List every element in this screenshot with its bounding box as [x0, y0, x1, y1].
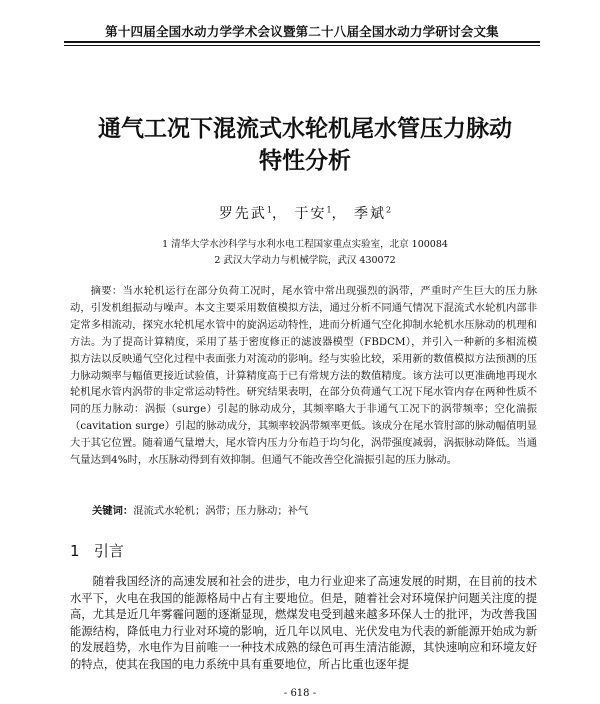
keywords	[92, 502, 537, 517]
author-affiliation-mark: 1	[326, 205, 332, 215]
author-name: 罗先武	[218, 206, 267, 222]
author-name: 季斌	[354, 206, 386, 222]
affiliation-1: 1 清华大学水沙科学与水利水电工程国家重点实验室，北京 100084	[162, 239, 448, 250]
section-number: 1	[70, 542, 80, 560]
title-line-2: 特性分析	[259, 148, 351, 174]
abstract	[70, 283, 537, 469]
author-name: 于安	[294, 206, 327, 222]
section-heading	[70, 540, 124, 561]
paper-title	[70, 113, 540, 177]
header-rule-thick	[64, 41, 540, 43]
body-paragraph: 随着我国经济的高速发展和社会的进步，电力行业迎来了高速发展的时期，在目前的技术水平下，火电在我国的能源格局中占有主要地位。但是，随着社会对环境保护问题关注度的提高，尤其是近几年雾霾问题的逐渐显现，燃煤发电受到越来越多环保人士的批评，为改善我国能源结构，降低电力行业对环境的影响，近几年以风电、光伏发电为代表的新能源开始成为新的发展趋势，水电作为目前唯一一种技术成熟的绿色可再生清洁能源，其快速响应和环境友好的特点，使其在我国的电力系统中具有重要地位，所占比重也逐年提	[70, 575, 537, 671]
keywords-label: 关键词：	[92, 505, 134, 517]
author-list: 罗先武$^1$， 于安$^1$， 季斌$^2$	[218, 205, 392, 222]
running-header: 第十四届全国水动力学学术会议暨第二十八届全国水动力学研讨会文集	[105, 24, 499, 39]
author-affiliation-mark: 2	[386, 205, 392, 215]
keywords-text: 混流式水轮机；涡带；压力脉动；补气	[133, 505, 309, 517]
abstract-text: 当水轮机运行在部分负荷工况时，尾水管中常出现强烈的涡带，严重时产生巨大的压力脉动，引发机组振动与噪声。本文主要采用数值模拟方法，通过分析不同通气情况下混流式水轮机内部非定常多相流动，探究水轮机尾水管中的旋涡运动特性，进而分析通气空化抑制水轮机水压脉动的机理和方法。为了提高计算精度，采用了基于密度修正的滤波器模型（FBDCM），并引入一种新的多相流模拟方法以反映通气空化过程中表面张力对流动的影响。经与实验比较，采用新的数值模拟方法预测的压力脉动频率与幅值更接近试验值，计算精度高于已有常规方法的数值精度。该方法可以更准确地再现水轮机尾水管内涡带的非定常运动特性。研究结果表明，在部分负荷通气工况下尾水管内存在两种性质不同的压力脉动：涡振（surge）引起的脉动成分，其频率略大于非通气工况下的涡带频率；空化湍振（cavitation surge）引起的脉动成分，其频率较涡带频率更低。该成分在尾水管肘部的脉动幅值明显大于其它位置。随着通气量增大，尾水管内压力分布趋于均匀化，涡带强度减弱，涡振脉动降低。当通气量达到4%时，水压脉动得到有效抑制。但通气不能改善空化湍振引起的压力脉动。	[70, 285, 538, 467]
header-rule-thin	[64, 45, 540, 46]
title-line-1: 通气工况下混流式水轮机尾水管压力脉动	[98, 116, 512, 142]
affiliation-2: 2 武汉大学动力与机械学院，武汉 430072	[214, 255, 396, 266]
page-number: - 618 -	[283, 688, 317, 699]
section-title: 引言	[93, 542, 124, 560]
abstract-label: 摘要：	[90, 285, 123, 297]
author-affiliation-mark: 1	[266, 205, 272, 215]
